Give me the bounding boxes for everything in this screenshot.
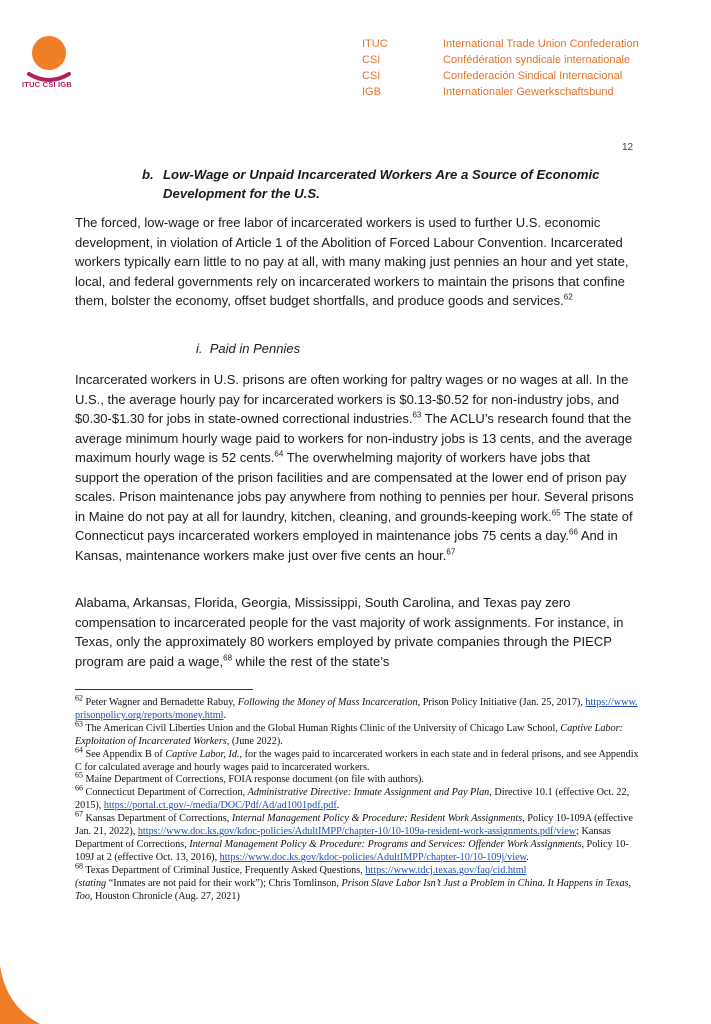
paragraph-text: while the rest of the state’s: [232, 653, 390, 669]
header-name: Confederación Sindical Internacional: [443, 70, 623, 82]
footnote-ref[interactable]: 65: [551, 508, 561, 518]
footnote-ref[interactable]: 66: [569, 527, 578, 537]
body-paragraph: [75, 593, 637, 671]
logo-text: ITUC CSI IGB: [22, 80, 72, 89]
header-abbr: CSI: [362, 70, 381, 82]
body-paragraph: [75, 370, 637, 565]
subsection-title: Paid in Pennies: [209, 341, 301, 356]
header-name: International Trade Union Confederation: [443, 38, 639, 50]
paragraph-text: The forced, low-wage or free labor of incarcerated workers is used to further U.S. economic development, in violation of Article 1 of the Abolition of Forced Labour Convention. Incarcerated workers typically earn little to no pay at all, with many making just pennies an hour and yet state, local, and federal governments rely on incarcerated workers to maintain the prisons that confine them, bolster the economy, offset budget shortfalls, and produce goods and services.: [75, 215, 629, 308]
paragraph-text: Incarcerated workers in U.S. prisons are often working for paltry wages or no wages at all. In the U.S., the average hourly pay for incarcerated workers is $0.13-$0.52 for non-industry jobs, and $0.30-$1.30 for jobs in state-owned correctional industries.: [75, 372, 629, 426]
section-heading: [142, 165, 637, 203]
header-abbr: ITUC: [362, 38, 388, 50]
paragraph-text: The overwhelming majority of workers have jobs that support the operation of the prison facilities and are compensated at the lower end of prison pay scales. Prison maintenance jobs pay anywhere from nothing to pennies per hour. Several prisons in Maine do not pay at all for laundry, kitchen, cleaning, and grounds-keeping work.: [75, 450, 634, 524]
section-label: b.: [142, 167, 154, 182]
footnote-ref[interactable]: 68: [223, 653, 233, 663]
paragraph-text: The state of Connecticut pays incarcerated workers employed in maintenance jobs 75 cents a day.: [75, 508, 633, 543]
footnote-67: $^{67}$ Kansas Department of Corrections, Internal Management Policy & Procedure: Resident Work Assignments, Policy 10-109A (effective Jan. 21, 2022), https://www.doc.ks.gov/kdoc-policies/AdultIMPP/chapter-10/10-109a-resident-work-assignments.pdf/view; Kansas Department of Corrections, Internal Management Policy & Procedure: Programs and Services: Offender Work Assignments, Policy 10-109J at 2 (effective Oct. 13, 2016), https://www.doc.ks.gov/kdoc-policies/AdultIMPP/chapter-10/10-109j/view.: [75, 809, 633, 863]
footnote-link[interactable]: https://www.tdcj.texas.gov/faq/cid.html: [365, 864, 527, 876]
body-paragraph: [75, 213, 637, 311]
section-title: Low-Wage or Unpaid Incarcerated Workers Are a Source of Economic Development for the U.S.: [163, 167, 600, 201]
paragraph-text: The ACLU’s research found that the average minimum hourly wage paid to workers for non-industry jobs is 13 cents, and the average maximum hourly wage is 52 cents.: [75, 411, 633, 465]
footnote-65: $^{65}$ Maine Department of Corrections, FOIA response document (on file with authors).: [75, 771, 424, 786]
footnote-62: $^{62}$ Peter Wagner and Bernadette Rabuy, Following the Money of Mass Incarceration, Prison Policy Initiative (Jan. 25, 2017), https://www.prisonpolicy.org/reports/money.html.: [75, 693, 638, 721]
subsection-heading: [196, 341, 300, 356]
header-name: Internationaler Gewerkschaftsbund: [443, 86, 614, 98]
footnote-64: $^{64}$ See Appendix B of Captive Labor, Id., for the wages paid to incarcerated workers in each state and in federal prisons, and see Appendix C for calculated average and hourly wages paid to incarcerated workers.: [75, 745, 639, 773]
footnote-link[interactable]: https://www.doc.ks.gov/kdoc-policies/AdultIMPP/chapter-10/10-109a-resident-work-assignments.pdf/view: [137, 826, 577, 838]
footnote-link[interactable]: https://portal.ct.gov/-/media/DOC/Pdf/Ad/ad1001pdf.pdf: [103, 800, 337, 812]
footnote-link[interactable]: https://www.prisonpolicy.org/reports/money.html: [75, 697, 638, 721]
subsection-label: i.: [196, 341, 203, 356]
page-number: 12: [622, 142, 634, 153]
header-abbreviations: [362, 36, 388, 100]
footnote-ref[interactable]: 63: [412, 410, 422, 420]
footnote-separator: [75, 689, 253, 690]
footnote-ref[interactable]: 67: [446, 547, 456, 557]
footnotes: [75, 693, 640, 904]
footnote-66: $^{66}$ Connecticut Department of Correction, Administrative Directive: Inmate Assignment and Pay Plan, Directive 10.1 (effective Oct. 22, 2015), https://portal.ct.gov/-/media/DOC/Pdf/Ad/ad1001pdf.pdf.: [75, 783, 630, 812]
footnote-68: $^{68}$ Texas Department of Criminal Justice, Frequently Asked Questions, https://www.tdcj.texas.gov/faq/cid.html (stating “Inmates are not paid for their work”); Chris Tomlinson, Prison Slave Labor Isn’t Just a Problem in China. It Happens in Texas, Too, Houston Chronicle (Aug. 27, 2021): [75, 861, 632, 902]
footnote-ref[interactable]: 62: [563, 292, 573, 302]
header-abbr: CSI: [362, 54, 381, 66]
header-abbr: IGB: [362, 86, 381, 98]
header-name: Confédération syndicale internationale: [443, 54, 631, 66]
corner-decoration-icon: [0, 966, 40, 1024]
paragraph-text: Alabama, Arkansas, Florida, Georgia, Mississippi, South Carolina, and Texas pay zero compensation to incarcerated people for the vast majority of work assignments. For instance, in Texas, only the approximately 80 workers employed by private companies through the PIECP program are paid a wage,: [75, 595, 624, 669]
header-names: [443, 36, 639, 100]
footnote-link[interactable]: https://www.doc.ks.gov/kdoc-policies/AdultIMPP/chapter-10/10-109j/view: [219, 851, 527, 863]
footnote-63: $^{63}$ The American Civil Liberties Union and the Global Human Rights Clinic of the University of Chicago Law School, Captive Labor: Exploitation of Incarcerated Workers, (June 2022).: [75, 719, 623, 747]
paragraph-text: And in Kansas, maintenance workers make just over five cents an hour.: [75, 528, 618, 563]
footnote-ref[interactable]: 64: [274, 449, 284, 459]
